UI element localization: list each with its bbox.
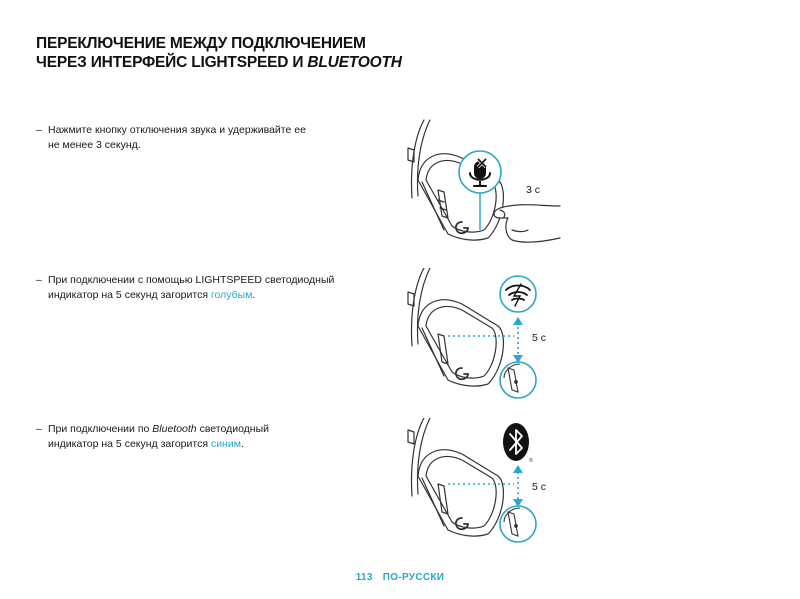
step-text [48, 273, 348, 303]
step-line-2-text: индикатор на 5 секунд загорится [48, 438, 211, 450]
earcup-closeup-circle [500, 362, 536, 398]
step-text [48, 422, 348, 452]
step-line-2: не менее 3 секунд. [48, 139, 141, 151]
step-line-2-end: . [240, 438, 244, 450]
color-word-blue: синим [210, 438, 241, 450]
title-line-2 [36, 53, 402, 72]
arrow-up-icon [513, 465, 523, 473]
finger-press-illustration [494, 205, 560, 242]
step-line-1-end: светодиодный [196, 423, 270, 435]
step-dash: – [36, 423, 42, 435]
logitech-g-logo [456, 518, 468, 529]
headset-earcup-illustration [408, 268, 503, 386]
page-title [36, 34, 402, 72]
step-line-1 [48, 422, 348, 437]
logitech-g-logo [456, 222, 468, 233]
lightspeed-wireless-icon-circle [500, 276, 536, 312]
step-line-2-end: . [252, 289, 256, 301]
arrow-up-icon [513, 317, 523, 325]
step-line-1: При подключении с помощью LIGHTSPEED светодиодный [48, 274, 335, 286]
color-word-light-blue: голубым [210, 289, 253, 301]
footer-language: ПО-РУССКИ [382, 572, 445, 583]
step-dash: – [36, 124, 42, 136]
title-line-1: ПЕРЕКЛЮЧЕНИЕ МЕЖДУ ПОДКЛЮЧЕНИЕМ [36, 35, 366, 52]
registered-mark: ® [529, 458, 533, 464]
bluetooth-duration-label: 5 с [532, 481, 547, 493]
step-line-1-text: При подключении по [48, 423, 153, 435]
figure-mute-press [400, 118, 570, 258]
step-dash: – [36, 274, 42, 286]
bluetooth-word: Bluetooth [152, 423, 197, 435]
lightspeed-duration-label: 5 с [532, 332, 547, 344]
logitech-g-logo [456, 368, 468, 379]
title-line-2-emphasis: BLUETOOTH [307, 54, 402, 71]
step-text [48, 123, 348, 153]
mute-duration-label: 3 с [526, 184, 541, 196]
step-line-2-text: индикатор на 5 секунд загорится [48, 289, 211, 301]
headset-earcup-illustration [408, 418, 503, 536]
step-line-1: Нажмите кнопку отключения звука и удерживайте ее [48, 124, 306, 136]
page-number: 113 [355, 572, 373, 583]
bluetooth-icon [503, 423, 529, 461]
page-footer [0, 572, 800, 583]
step-line-2 [48, 437, 348, 452]
step-line-2 [48, 288, 348, 303]
earcup-closeup-circle [500, 506, 536, 542]
title-line-2-text: ЧЕРЕЗ ИНТЕРФЕЙС LIGHTSPEED И [36, 54, 308, 71]
